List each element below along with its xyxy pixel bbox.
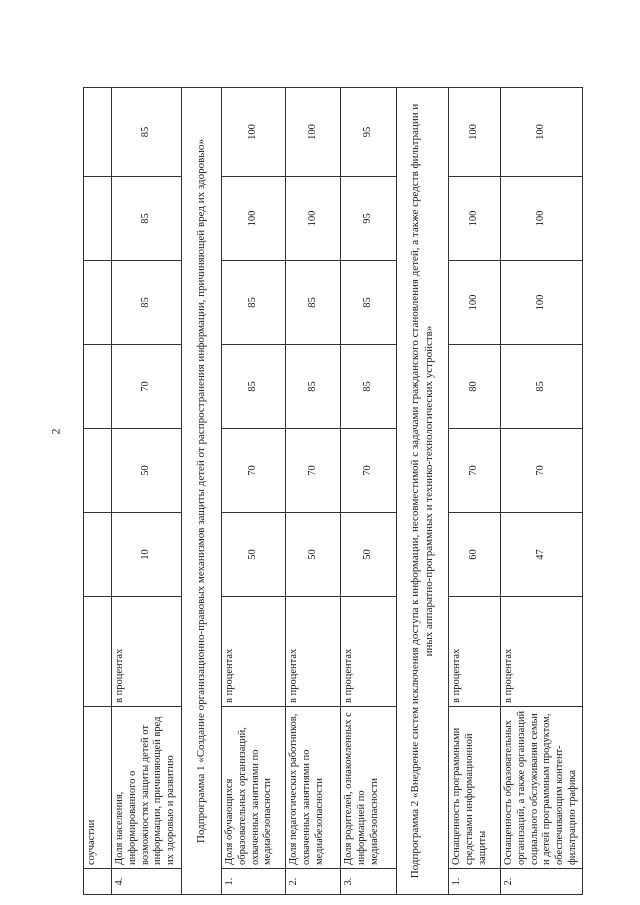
cell-index	[84, 869, 112, 895]
cell-value: 50	[222, 513, 286, 597]
page-number: 2	[48, 428, 63, 435]
cell-index: 3.	[341, 869, 397, 895]
table-row	[222, 88, 286, 895]
cell-value: 50	[341, 513, 397, 597]
table-row	[449, 88, 501, 895]
table-row	[286, 88, 341, 895]
cell-value: 100	[449, 88, 501, 177]
cell-value: 10	[112, 513, 182, 597]
cell-name: соучастии	[84, 707, 112, 869]
cell-index: 4.	[112, 869, 182, 895]
table-row	[84, 88, 112, 895]
cell-value: 100	[222, 177, 286, 261]
subprogram-2-title: Подпрограмма 2 «Внедрение систем исключения доступа к информации, несовместимой с задачами гражданского становления детей, а также средств фильтрации и иных аппаратно-программных и технико-технологических устройств»	[397, 88, 449, 895]
table-row	[501, 88, 583, 895]
cell-value: 100	[286, 88, 341, 177]
cell-value: 70	[222, 429, 286, 513]
cell-value: 100	[286, 177, 341, 261]
cell-unit: в процентах	[286, 597, 341, 707]
cell-name: Доля населения, информированного о возможностях защиты детей от информации, причиняющей вред их здоровью и развитию	[112, 707, 182, 869]
cell-value: 85	[286, 345, 341, 429]
cell-value: 85	[341, 345, 397, 429]
cell-index: 2.	[286, 869, 341, 895]
cell-value: 85	[341, 261, 397, 345]
cell-value: 85	[222, 261, 286, 345]
cell-value: 50	[112, 429, 182, 513]
table-row	[112, 88, 182, 895]
cell-unit: в процентах	[222, 597, 286, 707]
cell-index: 1.	[449, 869, 501, 895]
cell-value: 70	[286, 429, 341, 513]
cell-value: 85	[286, 261, 341, 345]
cell-value: 100	[501, 261, 583, 345]
cell-name: Доля педагогических работников, охваченных занятиями по медиабезопасности	[286, 707, 341, 869]
cell-value: 85	[222, 345, 286, 429]
rotated-table-area	[83, 88, 578, 895]
indicators-table	[83, 87, 583, 895]
cell-value: 60	[449, 513, 501, 597]
cell-value: 100	[501, 177, 583, 261]
cell-value: 100	[501, 88, 583, 177]
cell-index: 2.	[501, 869, 583, 895]
cell-value: 70	[449, 429, 501, 513]
cell-value: 70	[341, 429, 397, 513]
cell-name: Оснащенность программными средствами информационной защиты	[449, 707, 501, 869]
cell-unit: в процентах	[449, 597, 501, 707]
cell-value: 95	[341, 177, 397, 261]
cell-value: 50	[286, 513, 341, 597]
cell-value: 80	[449, 345, 501, 429]
cell-value: 100	[449, 177, 501, 261]
cell-index: 1.	[222, 869, 286, 895]
table-row	[341, 88, 397, 895]
cell-value: 100	[222, 88, 286, 177]
cell-name: Оснащенность образовательных организаций, а также организаций социального обслуживания семьи и детей программным продуктом, обеспечивающим контент-фильтрацию трафика	[501, 707, 583, 869]
cell-unit: в процентах	[341, 597, 397, 707]
cell-value: 85	[112, 261, 182, 345]
cell-value: 70	[501, 429, 583, 513]
cell-value: 85	[112, 177, 182, 261]
cell-value: 70	[112, 345, 182, 429]
cell-unit: в процентах	[501, 597, 583, 707]
cell-name: Доля родителей, ознакомленных с информацией по медиабезопасности	[341, 707, 397, 869]
cell-value: 100	[449, 261, 501, 345]
subprogram-1-row	[182, 88, 222, 895]
rotated-content	[83, 88, 578, 895]
cell-value: 47	[501, 513, 583, 597]
cell-value: 85	[112, 88, 182, 177]
cell-value: 85	[501, 345, 583, 429]
subprogram-1-title: Подпрограмма 1 «Создание организационно-правовых механизмов защиты детей от распространения информации, причиняющей вред их здоровью»	[182, 88, 222, 895]
cell-unit: в процентах	[112, 597, 182, 707]
subprogram-2-row	[397, 88, 449, 895]
cell-name: Доля обучающихся образовательных организаций, охваченных занятиями по медиабезопасности	[222, 707, 286, 869]
cell-value: 95	[341, 88, 397, 177]
